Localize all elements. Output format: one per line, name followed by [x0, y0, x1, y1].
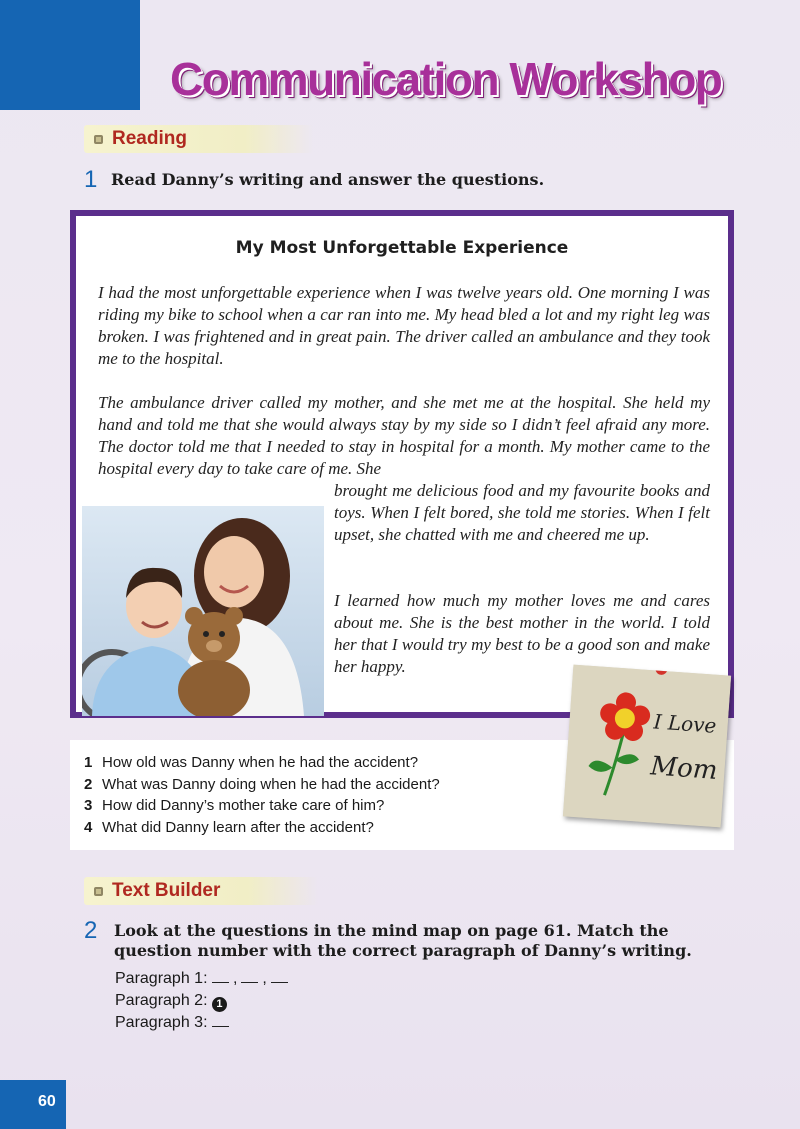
- text-builder-section-tag: [84, 877, 318, 905]
- svg-text:I Love: I Love: [652, 709, 718, 738]
- question-item: 2 What was Danny doing when he had the accident?: [84, 775, 440, 793]
- question-list: [84, 752, 440, 838]
- svg-text:Mom: Mom: [649, 751, 719, 786]
- question-item: 3 How did Danny’s mother take care of him?: [84, 797, 385, 814]
- question-number-1: 1: [84, 166, 98, 193]
- text-builder-label: Text Builder: [112, 880, 221, 901]
- paragraph-1-line: Paragraph 1: , ,: [115, 968, 288, 990]
- story-paragraph-1: I had the most unforgettable experience when I was twelve years old. One morning I was riding my bike to school when a car ran into me. My head bled a lot and my right leg was broken. I was frightened and in great pain. The driver called an ambulance and they took me to the hospital.: [98, 283, 710, 368]
- section-bullet-icon: [94, 887, 103, 896]
- story-box: [70, 210, 734, 718]
- story-title: My Most Unforgettable Experience: [235, 238, 569, 258]
- answer-circle-icon: 1: [212, 997, 227, 1012]
- page-number: 60: [38, 1093, 56, 1110]
- paragraph-answers: [115, 968, 288, 1034]
- page-title: Communication Workshop: [170, 53, 722, 105]
- mother-and-son-photo: [82, 506, 324, 716]
- flower-icon: [563, 665, 731, 828]
- story-paragraph-3: I learned how much my mother loves me and cares about me. She is the best mother in the world. I told her that I would try my best to be a good son and make her happy.: [334, 591, 710, 676]
- question-item: 4 What did Danny learn after the accident?: [84, 818, 374, 836]
- question-item: 1 How old was Danny when he had the accident?: [84, 754, 419, 771]
- question-number-2: 2: [84, 917, 98, 944]
- text-builder-instruction: Look at the questions in the mind map on page 61. Match the question number with the correct paragraph of Danny’s writing.: [114, 921, 692, 960]
- story-paragraph-2: The ambulance driver called my mother, and she met me at the hospital. She held my hand and told me that she would always stay by my side so I didn’t feel afraid any more. The doctor told me that I needed to stay in hospital for a month. My mother came to the hospital every day to take care of me. She: [98, 393, 710, 478]
- reading-instruction: Read Danny’s writing and answer the questions.: [111, 170, 545, 189]
- reading-label: Reading: [112, 128, 187, 149]
- page-number-box: [0, 1080, 66, 1129]
- paragraph-2-line: Paragraph 2: 1: [115, 990, 288, 1012]
- reading-section-tag: [84, 125, 314, 153]
- answer-blank[interactable]: [241, 968, 258, 983]
- answer-blank[interactable]: [271, 968, 288, 983]
- answer-blank[interactable]: [212, 968, 229, 983]
- section-bullet-icon: [94, 135, 103, 144]
- blue-corner-tab: [0, 0, 140, 110]
- i-love-mom-note: [563, 665, 731, 828]
- paragraph-3-line: Paragraph 3:: [115, 1012, 288, 1034]
- story-paragraph-2-continued: brought me delicious food and my favourite books and toys. When I felt bored, she told me stories. When I felt upset, she chatted with me and cheered me up.: [334, 481, 710, 544]
- answer-blank[interactable]: [212, 1012, 229, 1027]
